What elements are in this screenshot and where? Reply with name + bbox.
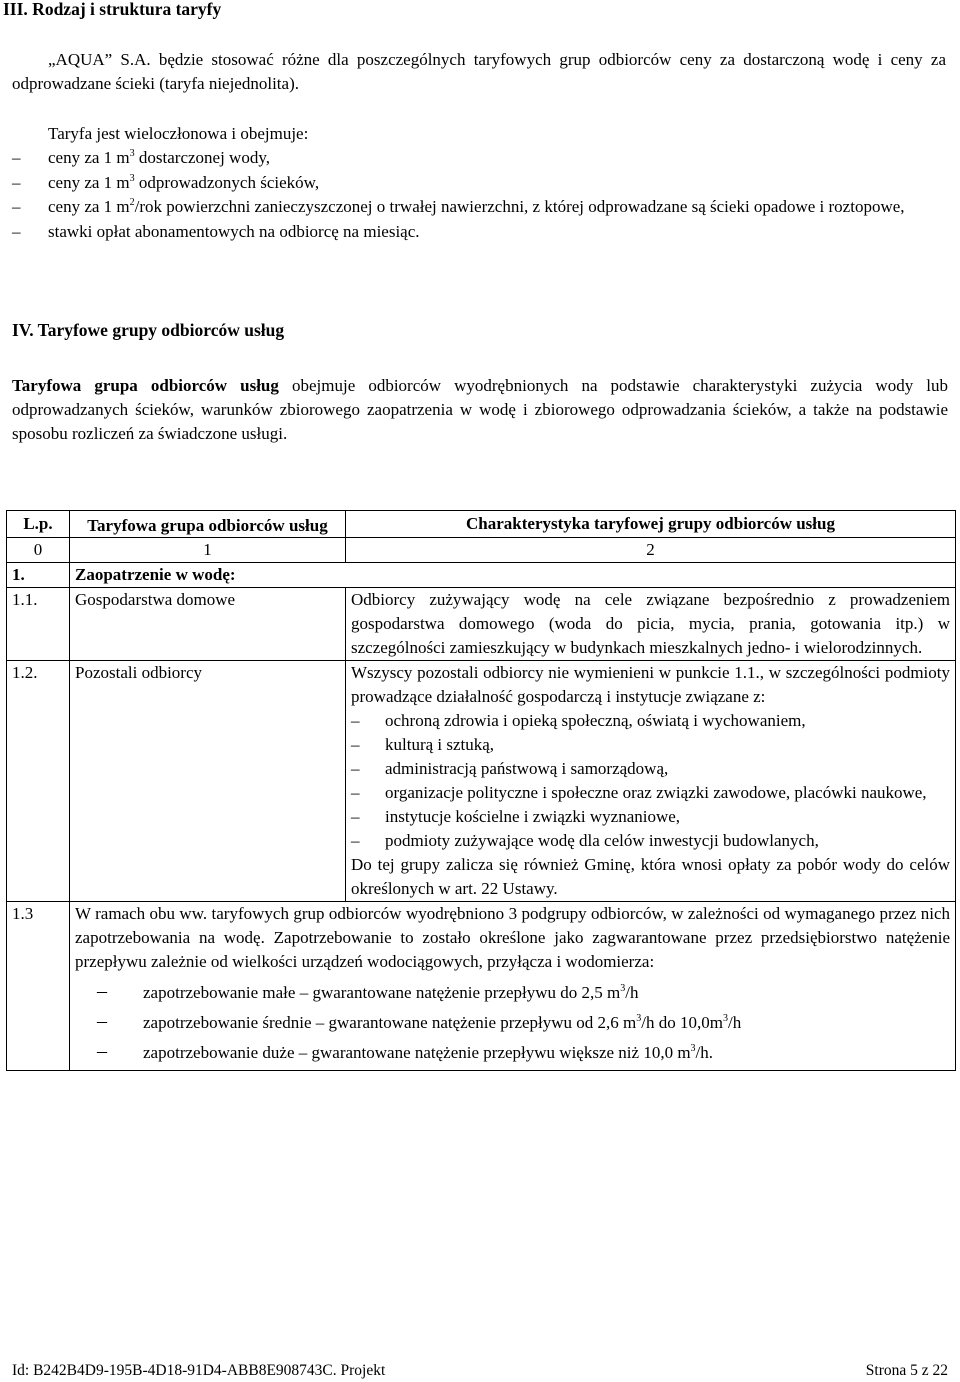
header-lp: L.p.: [7, 511, 70, 538]
subgroups-description: [70, 902, 956, 1071]
table-row: [7, 588, 956, 661]
table-row: [7, 902, 956, 1071]
header-characteristics: Charakterystyka taryfowej grupy odbiorców usług: [346, 511, 956, 538]
group-name: Pozostali odbiorcy: [70, 661, 346, 902]
section-iii-intro: „AQUA” S.A. będzie stosować różne dla poszczególnych taryfowych grup odbiorców ceny za dostarczoną wodę i ceny za odprowadzane ścieki (taryfa niejednolita).: [12, 50, 946, 93]
index-cell: 1: [70, 538, 346, 563]
section-title: Zaopatrzenie w wodę:: [70, 563, 956, 588]
table-section-row: [7, 563, 956, 588]
list-item: – administracją państwową i samorządową,: [351, 757, 950, 781]
list-item: – podmioty zużywające wodę dla celów inwestycji budowlanych,: [351, 829, 950, 853]
institutions-list: [351, 709, 950, 853]
row-number: 1.1.: [7, 588, 70, 661]
row-number: 1.2.: [7, 661, 70, 902]
index-cell: 2: [346, 538, 956, 563]
list-item: – ceny za 1 $m^3$ odprowadzonych ścieków,: [12, 171, 948, 196]
list-item: – instytucje kościelne i związki wyznaniowe,: [351, 805, 950, 829]
subgroups-intro: W ramach obu ww. taryfowych grup odbiorców wyodrębniono 3 podgrupy odbiorców, w zależności od wymaganego przez nich zapotrzebowania na wodę. Zapotrzebowanie to zostało określone jako zagwarantowane przez przedsiębiorstwo natężenie przepływu zależnie od wielkości urządzeń wodociągowych, przyłącza i wodomierza:: [75, 904, 950, 971]
group-description: [346, 661, 956, 902]
list-item: – zapotrzebowanie małe – gwarantowane natężenie przepływu do 2,5 $m^3/h$: [75, 978, 950, 1008]
header-group: Taryfowa grupa odbiorców usług: [70, 511, 346, 538]
term-bold: Taryfowa grupa odbiorców usług: [12, 376, 279, 395]
list-item: – ceny za 1 $m^3$ dostarczonej wody,: [12, 146, 948, 171]
group-description: Odbiorcy zużywający wodę na cele związane bezpośrednio z prowadzeniem gospodarstwa domowego (woda do picia, mycia, prania, gotowania itp.) w szczególności zamieszkujący w budynkach mieszkalnych jedno- i wielorodzinnych.: [346, 588, 956, 661]
list-item: – zapotrzebowanie średnie – gwarantowane natężenie przepływu od 2,6 $m^3/h$ do $10,0m^3/h$: [75, 1008, 950, 1038]
list-item: – stawki opłat abonamentowych na odbiorcę na miesiąc.: [12, 220, 948, 245]
tariff-lead: Taryfa jest wieloczłonowa i obejmuje:: [48, 124, 309, 143]
footer-document-id: Id: B242B4D9-195B-4D18-91D4-ABB8E908743C. Projekt: [12, 1362, 386, 1379]
group-description-closing: Do tej grupy zalicza się również Gminę, która wnosi opłaty za pobór wody do celów określonych w art. 22 Ustawy.: [351, 855, 950, 898]
list-item: – kulturą i sztuką,: [351, 733, 950, 757]
tariff-components-list: [12, 146, 948, 244]
group-description-intro: Wszyscy pozostali odbiorcy nie wymienieni w punkcie 1.1., w szczególności podmioty prowadzące działalność gospodarczą i instytucje związane z:: [351, 663, 950, 706]
subgroups-list: [75, 978, 950, 1068]
list-item: – ochroną zdrowia i opieką społeczną, oświatą i wychowaniem,: [351, 709, 950, 733]
index-cell: 0: [7, 538, 70, 563]
section-heading-iii: III. Rodzaj i struktura taryfy: [3, 0, 222, 19]
footer-page-number: Strona 5 z 22: [865, 1362, 948, 1379]
list-item: – ceny za 1 $m^2$/rok powierzchni zanieczyszczonej o trwałej nawierzchni, z której odprowadzane są ścieki opadowe i roztopowe,: [12, 195, 948, 220]
list-item: – organizacje polityczne i społeczne oraz związki zawodowe, placówki naukowe,: [351, 781, 950, 805]
row-number: 1.3: [7, 902, 70, 1071]
list-item: – zapotrzebowanie duże – gwarantowane natężenie przepływu większe niż 10,0 $m^3/h$.: [75, 1038, 950, 1068]
section-number: 1.: [7, 563, 70, 588]
table-row: [7, 661, 956, 902]
table-header-row: [7, 511, 956, 538]
section-iv-paragraph: Taryfowa grupa odbiorców usług obejmuje odbiorców wyodrębnionych na podstawie charakterystyki zużycia wody lub odprowadzanych ścieków, warunków zbiorowego zaopatrzenia w wodę i zbiorowego odprowadzania ścieków, a także na podstawie sposobu rozliczeń za świadczone usługi.: [12, 376, 948, 443]
table-index-row: [7, 538, 956, 563]
tariff-groups-table: [6, 510, 956, 1071]
group-name: Gospodarstwa domowe: [70, 588, 346, 661]
section-heading-iv: IV. Taryfowe grupy odbiorców usług: [12, 320, 285, 340]
